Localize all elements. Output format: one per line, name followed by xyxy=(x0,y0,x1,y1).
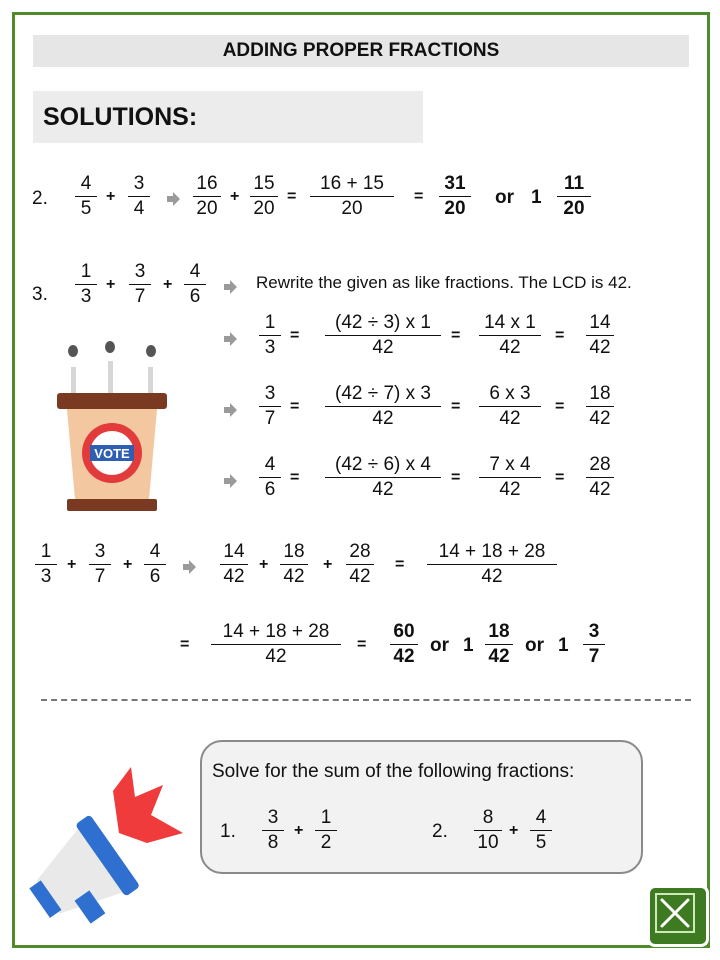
fraction: $\frac{16 + 15}{20}$ xyxy=(310,172,394,221)
whole-number: 1 xyxy=(558,635,569,656)
brand-logo xyxy=(647,885,709,947)
or-text: or xyxy=(430,635,449,656)
instruction-text: Rewrite the given as like fractions. The LCD is 42. xyxy=(256,273,632,292)
whole-number: 1 xyxy=(463,635,474,656)
equals-sign: = xyxy=(414,188,424,205)
plus-sign: + xyxy=(323,556,333,573)
equals-sign: = xyxy=(290,327,300,344)
fraction: $\frac{4}{5}$ xyxy=(530,806,552,855)
plus-sign: + xyxy=(106,188,116,205)
question-number: 2. xyxy=(432,821,448,842)
whole-number: 1 xyxy=(531,187,542,208)
fraction: $\frac{28}{42}$ xyxy=(586,453,614,502)
fraction: $\frac{4}{5}$ xyxy=(75,172,97,221)
fraction: $\frac{3}{4}$ xyxy=(128,172,150,221)
equals-sign: = xyxy=(357,636,367,653)
fraction: $\frac{15}{20}$ xyxy=(250,172,278,221)
problem-number: 2. xyxy=(32,188,48,209)
microphone-icon xyxy=(68,341,156,395)
equals-sign: = xyxy=(555,398,565,415)
exercise-box xyxy=(200,740,643,874)
fraction-mixed: $\frac{11}{20}$ xyxy=(557,172,591,221)
plus-sign: + xyxy=(259,556,269,573)
fraction: $\frac{4}{6}$ xyxy=(144,540,166,589)
solutions-heading: SOLUTIONS: xyxy=(33,91,423,143)
section-divider xyxy=(41,699,691,701)
plus-sign: + xyxy=(123,556,133,573)
arrow-right-icon xyxy=(223,332,237,346)
fraction-result: $\frac{60}{42}$ xyxy=(390,620,418,669)
plus-sign: + xyxy=(230,188,240,205)
fraction: $\frac{28}{42}$ xyxy=(346,540,374,589)
plus-sign: + xyxy=(509,822,519,839)
fraction: $\frac{7 x 4}{42}$ xyxy=(479,453,541,502)
fraction: $\frac{1}{3}$ xyxy=(75,260,97,309)
fraction: $\frac{(42 \div 3) x 1}{42}$ xyxy=(325,311,441,360)
equals-sign: = xyxy=(451,469,461,486)
equals-sign: = xyxy=(287,188,297,205)
fraction: $\frac{1}{3}$ xyxy=(259,311,281,360)
fraction: $\frac{3}{7}$ xyxy=(89,540,111,589)
equals-sign: = xyxy=(395,556,405,573)
equals-sign: = xyxy=(451,398,461,415)
fraction: $\frac{14 x 1}{42}$ xyxy=(479,311,541,360)
worksheet-page xyxy=(12,12,710,948)
plus-sign: + xyxy=(163,276,173,293)
arrow-right-icon xyxy=(166,192,180,206)
arrow-right-icon xyxy=(223,403,237,417)
equals-sign: = xyxy=(555,469,565,486)
fraction: $\frac{1}{3}$ xyxy=(35,540,57,589)
arrow-right-icon xyxy=(182,560,196,574)
fraction: $\frac{3}{7}$ xyxy=(129,260,151,309)
arrow-right-icon xyxy=(223,280,237,294)
fraction: $\frac{14}{42}$ xyxy=(220,540,248,589)
plus-sign: + xyxy=(294,822,304,839)
fraction: $\frac{18}{42}$ xyxy=(586,382,614,431)
fraction: $\frac{8}{10}$ xyxy=(474,806,502,855)
equals-sign: = xyxy=(290,469,300,486)
fraction: $\frac{3}{7}$ xyxy=(259,382,281,431)
fraction: $\frac{(42 \div 6) x 4}{42}$ xyxy=(325,453,441,502)
vote-podium-illustration xyxy=(53,341,171,521)
fraction: $\frac{4}{6}$ xyxy=(259,453,281,502)
equals-sign: = xyxy=(555,327,565,344)
arrow-right-icon xyxy=(223,474,237,488)
problem-number: 3. xyxy=(32,284,48,305)
equals-sign: = xyxy=(290,398,300,415)
plus-sign: + xyxy=(67,556,77,573)
fraction: $\frac{3}{8}$ xyxy=(262,806,284,855)
equals-sign: = xyxy=(451,327,461,344)
plus-sign: + xyxy=(106,276,116,293)
fraction: $\frac{14}{42}$ xyxy=(586,311,614,360)
fraction-result: $\frac{31}{20}$ xyxy=(439,172,471,221)
fraction: $\frac{14 + 18 + 28}{42}$ xyxy=(427,540,557,589)
exercise-prompt: Solve for the sum of the following fractions: xyxy=(212,761,575,782)
fraction: $\frac{1}{2}$ xyxy=(315,806,337,855)
page-title: ADDING PROPER FRACTIONS xyxy=(33,35,689,67)
or-text: or xyxy=(525,635,544,656)
fraction-mixed: $\frac{3}{7}$ xyxy=(583,620,605,669)
fraction-mixed: $\frac{18}{42}$ xyxy=(485,620,513,669)
or-text: or xyxy=(495,187,514,208)
pencil-ruler-icon xyxy=(650,888,700,938)
fraction: $\frac{14 + 18 + 28}{42}$ xyxy=(211,620,341,669)
fraction: $\frac{18}{42}$ xyxy=(280,540,308,589)
megaphone-illustration xyxy=(27,763,187,933)
equals-sign: = xyxy=(180,636,190,653)
question-number: 1. xyxy=(220,821,236,842)
fraction: $\frac{(42 \div 7) x 3}{42}$ xyxy=(325,382,441,431)
vote-label: VOTE xyxy=(94,446,130,461)
fraction: $\frac{16}{20}$ xyxy=(193,172,221,221)
fraction: $\frac{6 x 3}{42}$ xyxy=(479,382,541,431)
fraction: $\frac{4}{6}$ xyxy=(184,260,206,309)
